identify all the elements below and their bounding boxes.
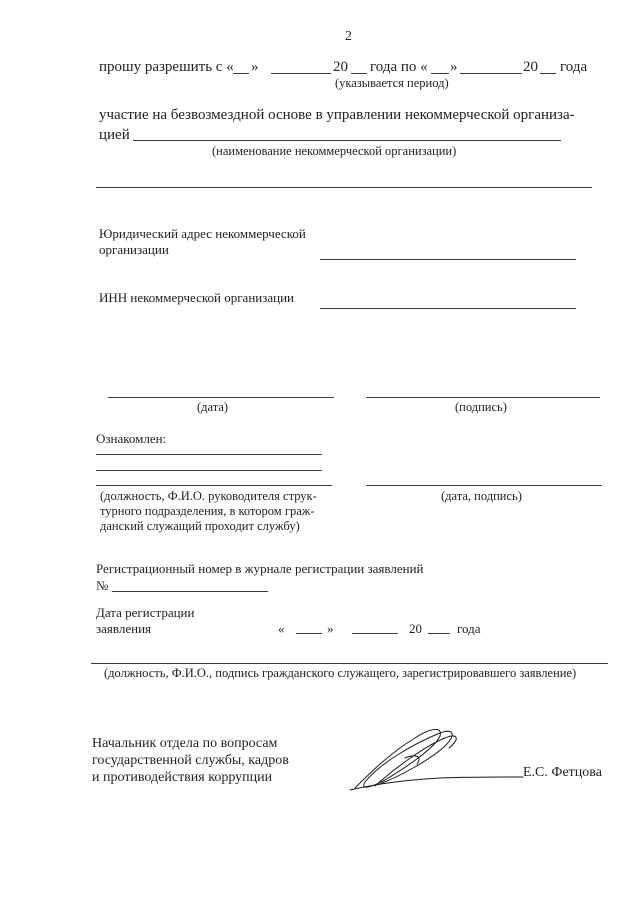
- registration-date-label-2: заявления: [96, 621, 152, 636]
- date-caption: (дата): [197, 400, 229, 414]
- reg-day-blank: [296, 633, 322, 634]
- inn-label: ИНН некоммерческой организации: [99, 290, 295, 305]
- month-to-blank: [460, 73, 522, 74]
- request-prefix: прошу разрешить с «: [99, 59, 234, 75]
- reg-year-word: года: [457, 621, 481, 636]
- date-signature-caption: (дата, подпись): [441, 489, 522, 503]
- reg-year-20: 20: [409, 621, 422, 636]
- acquainted-blank-3: [96, 485, 332, 486]
- registration-number-label: Регистрационный номер в журнале регистрации заявлений: [96, 561, 424, 576]
- registrar-blank: [91, 663, 608, 664]
- acquainted-label: Ознакомлен:: [96, 431, 167, 446]
- footer-position-3: и противодействия коррупции: [92, 770, 273, 785]
- quote-close-2: »: [450, 59, 458, 75]
- date-blank: [108, 397, 334, 398]
- handwritten-signature: [345, 718, 525, 798]
- year-word-a: года по «: [370, 59, 428, 75]
- reg-year-blank: [428, 633, 450, 634]
- organization-name-blank: [133, 140, 561, 141]
- year-word-b: года: [560, 59, 588, 75]
- participation-line-2: цией: [99, 127, 130, 143]
- acquainted-blank-1: [96, 454, 322, 455]
- acquainted-date-signature-blank: [366, 485, 602, 486]
- reg-month-blank: [352, 633, 398, 634]
- day-from-blank: [233, 73, 249, 74]
- footer-position-2: государственной службы, кадров: [92, 753, 289, 768]
- signature-blank: [366, 397, 600, 398]
- acquainted-caption-2: турного подразделения, в котором граж-: [100, 504, 315, 518]
- month-from-blank: [271, 73, 331, 74]
- number-sign: №: [96, 578, 109, 593]
- year-20-a: 20: [333, 59, 348, 75]
- legal-address-label-1: Юридический адрес некоммерческой: [99, 226, 306, 241]
- year-to-blank: [540, 73, 556, 74]
- inn-blank: [320, 308, 576, 309]
- period-note: (указывается период): [335, 76, 449, 90]
- reg-quote-close: »: [327, 621, 334, 636]
- reg-quote-open: «: [278, 621, 285, 636]
- year-20-b: 20: [523, 59, 538, 75]
- acquainted-caption-3: данский служащий проходит службу): [100, 519, 300, 533]
- footer-name: Е.С. Фетцова: [523, 765, 602, 780]
- acquainted-blank-2: [96, 470, 322, 471]
- participation-line-1: участие на безвозмездной основе в управлении некоммерческой организа-: [99, 107, 575, 123]
- signature-caption: (подпись): [455, 400, 507, 414]
- footer-position-1: Начальник отдела по вопросам: [92, 736, 278, 751]
- quote-close-1: »: [251, 59, 259, 75]
- day-to-blank: [431, 73, 449, 74]
- year-from-blank: [351, 73, 367, 74]
- organization-name-blank-2: [96, 187, 592, 188]
- organization-name-caption: (наименование некоммерческой организации): [212, 144, 457, 158]
- page-number: 2: [345, 29, 352, 44]
- registration-date-label-1: Дата регистрации: [96, 605, 195, 620]
- legal-address-label-2: организации: [99, 242, 169, 257]
- registration-number-blank: [112, 591, 268, 592]
- acquainted-caption-1: (должность, Ф.И.О. руководителя струк-: [100, 489, 317, 503]
- registrar-caption: (должность, Ф.И.О., подпись гражданского служащего, зарегистрировавшего заявление): [104, 666, 577, 680]
- legal-address-blank: [320, 259, 576, 260]
